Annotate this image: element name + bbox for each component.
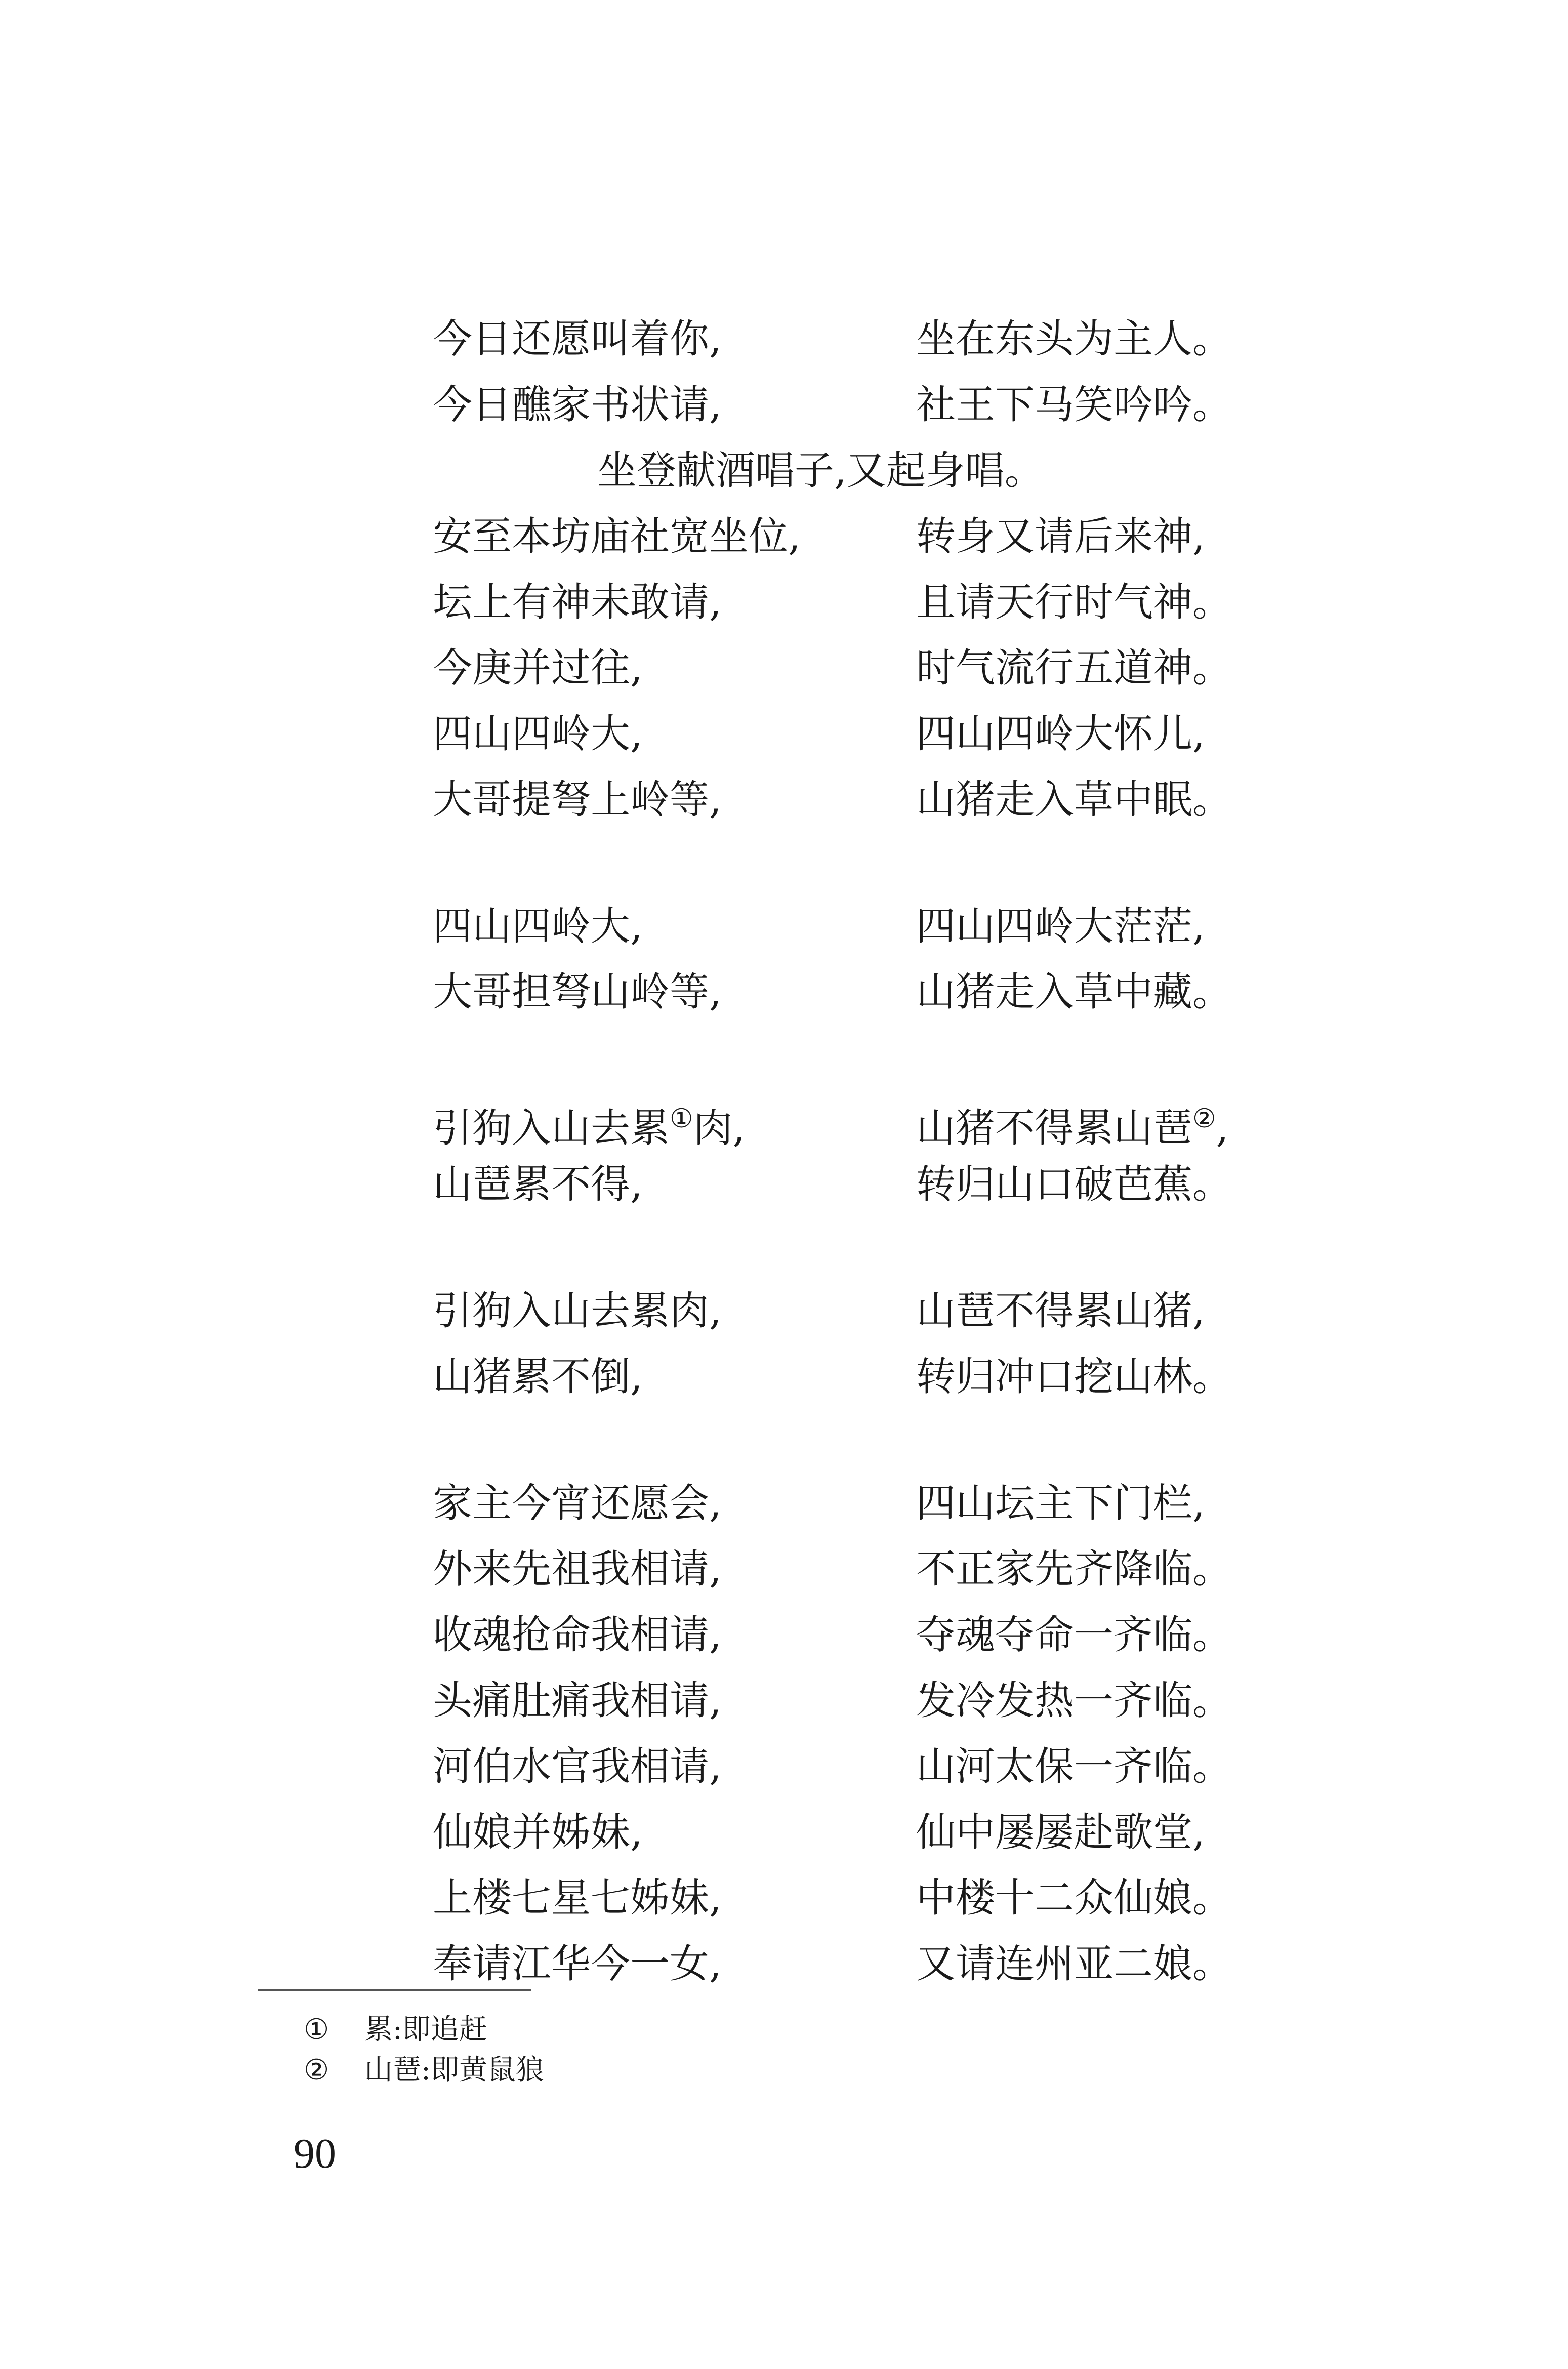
verse-line-left: 今日醮家书状请, <box>433 382 722 428</box>
verse-line-right: 时气流行五道神。 <box>916 645 1232 691</box>
verse-line-left: 收魂抢命我相请, <box>433 1612 722 1658</box>
verse-line-left: 河伯水官我相请, <box>433 1744 722 1789</box>
verse-line-right: 中楼十二众仙娘。 <box>916 1875 1232 1921</box>
footnote-divider <box>258 1989 531 1991</box>
verse-text: 引狗入山去累 <box>433 1106 670 1151</box>
verse-line-left: 四山四岭大, <box>433 711 643 757</box>
verse-line-right: 发冷发热一齐临。 <box>916 1678 1232 1724</box>
verse-line-left: 今日还愿叫着你, <box>433 316 722 362</box>
verse-text: 山猪不得累山琶 <box>916 1106 1193 1151</box>
verse-text: 肉, <box>693 1106 746 1151</box>
verse-line-right: 转归冲口挖山林。 <box>916 1354 1232 1400</box>
verse-line-right: 山猪走入草中眠。 <box>916 777 1232 823</box>
verse-line-right: 山河太保一齐临。 <box>916 1744 1232 1789</box>
footnote-text: 山琶:即黄鼠狼 <box>364 2054 544 2087</box>
verse-line-right: 不正家先齐降临。 <box>916 1546 1232 1592</box>
verse-line-right: 转身又请后来神, <box>916 514 1205 559</box>
verse-line-left: 奉请江华今一女, <box>433 1941 722 1987</box>
footnote-text: 累:即追赶 <box>364 2013 487 2046</box>
verse-line-left: 山猪累不倒, <box>433 1354 643 1400</box>
verse-line-right: 仙中屡屡赴歌堂, <box>916 1810 1205 1855</box>
verse-line-right: 山琶不得累山猪, <box>916 1288 1205 1334</box>
verse-line-right: 四山四岭大怀儿, <box>916 711 1205 757</box>
verse-line-left: 今庚并过往, <box>433 645 643 691</box>
verse-text: , <box>1216 1106 1229 1151</box>
footnote-ref-1: ① <box>670 1104 693 1134</box>
verse-line-left: 坛上有神未敢请, <box>433 580 722 625</box>
stage-direction: 坐登献酒唱子,又起身唱。 <box>597 448 1044 494</box>
verse-line-left: 家主今宵还愿会, <box>433 1481 722 1526</box>
verse-line-left: 外来先祖我相请, <box>433 1546 722 1592</box>
verse-line-right: 又请连州亚二娘。 <box>916 1941 1232 1987</box>
verse-line-right: 夺魂夺命一齐临。 <box>916 1612 1232 1658</box>
footnote-marker: ② <box>304 2054 329 2087</box>
verse-line-right: 且请天行时气神。 <box>916 580 1232 625</box>
footnote-marker: ① <box>304 2013 329 2046</box>
footnote-1 <box>304 2010 487 2050</box>
verse-line-left: 大哥提弩上岭等, <box>433 777 722 823</box>
verse-line-right <box>916 1086 1228 1152</box>
page-number: 90 <box>294 2130 336 2177</box>
verse-line-left: 头痛肚痛我相请, <box>433 1678 722 1724</box>
verse-line-left: 大哥担弩山岭等, <box>433 969 722 1015</box>
verse-line-right: 山猪走入草中藏。 <box>916 969 1232 1015</box>
verse-line-left <box>433 1086 745 1152</box>
verse-line-left: 引狗入山去累肉, <box>433 1288 722 1334</box>
verse-line-right: 社王下马笑吟吟。 <box>916 382 1232 428</box>
verse-line-right: 坐在东头为主人。 <box>916 316 1232 362</box>
verse-line-left: 山琶累不得, <box>433 1162 643 1207</box>
verse-line-right: 转归山口破芭蕉。 <box>916 1162 1232 1207</box>
footnote-2 <box>304 2050 544 2091</box>
verse-line-left: 四山四岭大, <box>433 904 643 949</box>
verse-line-left: 上楼七星七姊妹, <box>433 1875 722 1921</box>
verse-line-right: 四山坛主下门栏, <box>916 1481 1205 1526</box>
verse-line-right: 四山四岭大茫茫, <box>916 904 1205 949</box>
verse-line-left: 仙娘并姊妹, <box>433 1810 643 1855</box>
verse-line-left: 安至本坊庙社宽坐位, <box>433 514 801 559</box>
footnote-ref-2: ② <box>1192 1104 1216 1134</box>
